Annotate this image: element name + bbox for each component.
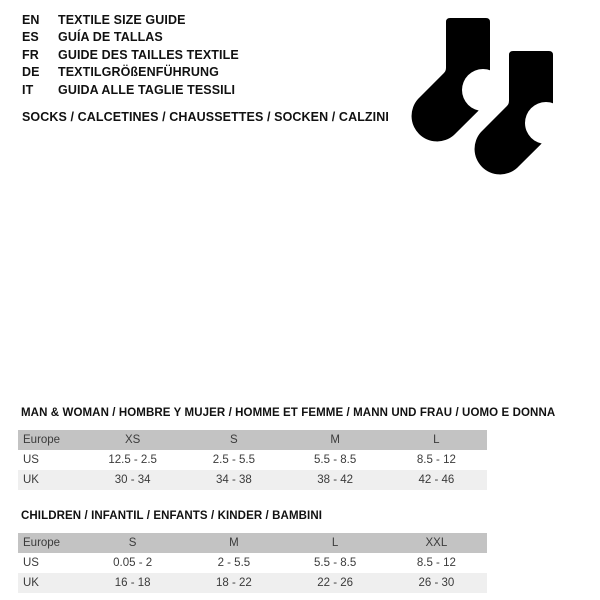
- size-cell: 2 - 5.5: [217, 557, 251, 569]
- language-list: [22, 11, 239, 99]
- header-cell-size: XS: [124, 434, 141, 446]
- language-row-es: [22, 29, 239, 47]
- size-cell: 2.5 - 5.5: [212, 454, 255, 466]
- socks-icon: [400, 5, 565, 180]
- table-title: MAN & WOMAN / HOMBRE Y MUJER / HOMME ET FEMME / MANN UND FRAU / UOMO E DONNA: [21, 407, 556, 419]
- size-cell: 5.5 - 8.5: [314, 557, 357, 569]
- language-code: ES: [22, 30, 39, 45]
- header-cell-region: Europe: [23, 434, 61, 446]
- category-line: SOCKS / CALCETINES / CHAUSSETTES / SOCKEN / CALZINI: [22, 110, 389, 124]
- language-code: FR: [22, 47, 39, 62]
- table-header-row: [18, 533, 487, 553]
- header-cell-size: S: [128, 537, 137, 549]
- header-cell-size: M: [330, 434, 340, 446]
- size-cell: 5.5 - 8.5: [314, 454, 357, 466]
- table-row-us: [18, 450, 487, 470]
- header-cell-size: M: [229, 537, 239, 549]
- size-cell: 16 - 18: [114, 577, 151, 589]
- size-cell: 8.5 - 12: [416, 557, 456, 569]
- language-label: GUIDA ALLE TAGLIE TESSILI: [58, 82, 236, 97]
- table-row-uk: [18, 573, 487, 593]
- language-label: GUÍA DE TALLAS: [58, 30, 163, 45]
- language-row-it: [22, 81, 239, 99]
- size-cell: 30 - 34: [114, 474, 151, 486]
- language-label: TEXTILE SIZE GUIDE: [58, 12, 186, 27]
- region-cell: UK: [23, 577, 39, 589]
- language-row-en: [22, 11, 239, 29]
- region-cell: US: [23, 454, 39, 466]
- table-row-us: [18, 553, 487, 573]
- size-table-adult: [18, 406, 556, 490]
- size-cell: 8.5 - 12: [416, 454, 456, 466]
- size-cell: 18 - 22: [215, 577, 252, 589]
- language-code: DE: [22, 65, 40, 80]
- size-table-children: [18, 509, 487, 593]
- header-cell-size: S: [230, 434, 238, 446]
- language-row-fr: [22, 46, 239, 64]
- size-cell: 22 - 26: [317, 577, 354, 589]
- table-row-uk: [18, 470, 487, 490]
- size-cell: 0.05 - 2: [113, 557, 153, 569]
- header-cell-size: L: [433, 434, 440, 446]
- region-cell: UK: [23, 474, 39, 486]
- table-title: CHILDREN / INFANTIL / ENFANTS / KINDER / BAMBINI: [21, 510, 323, 522]
- header-cell-size: XXL: [425, 537, 448, 549]
- region-cell: US: [23, 557, 39, 569]
- size-cell: 12.5 - 2.5: [108, 454, 157, 466]
- language-label: TEXTILGRÖßENFÜHRUNG: [58, 65, 219, 80]
- size-cell: 26 - 30: [418, 577, 455, 589]
- header-cell-size: L: [331, 537, 339, 549]
- size-cell: 38 - 42: [317, 474, 354, 486]
- language-label: GUIDE DES TAILLES TEXTILE: [58, 47, 239, 62]
- size-cell: 34 - 38: [215, 474, 252, 486]
- table-header-row: [18, 430, 487, 450]
- language-row-de: [22, 64, 239, 82]
- header-cell-region: Europe: [23, 537, 61, 549]
- language-code: EN: [22, 12, 40, 27]
- language-code: IT: [22, 82, 34, 97]
- size-cell: 42 - 46: [418, 474, 455, 486]
